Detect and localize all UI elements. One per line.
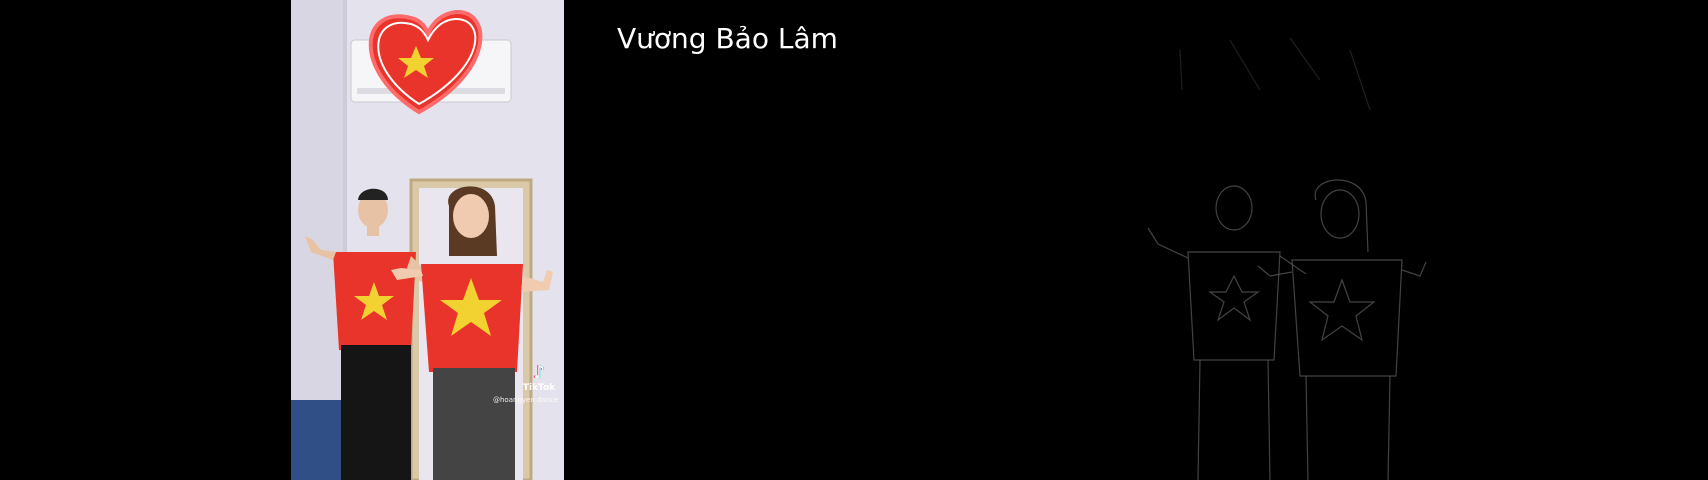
- outline-woman: [1258, 180, 1426, 480]
- edge-outline-overlay: [1130, 30, 1430, 480]
- outline-man: [1148, 186, 1306, 480]
- tiktok-handle: @hoangyen.dance: [493, 396, 559, 404]
- video-clip: [291, 0, 564, 480]
- tiktok-watermark: [519, 364, 559, 393]
- video-caption: Vương Bảo Lâm: [617, 22, 838, 55]
- tiktok-note-icon: ♪: [533, 362, 545, 383]
- tiktok-brand-label: TikTok: [522, 383, 556, 393]
